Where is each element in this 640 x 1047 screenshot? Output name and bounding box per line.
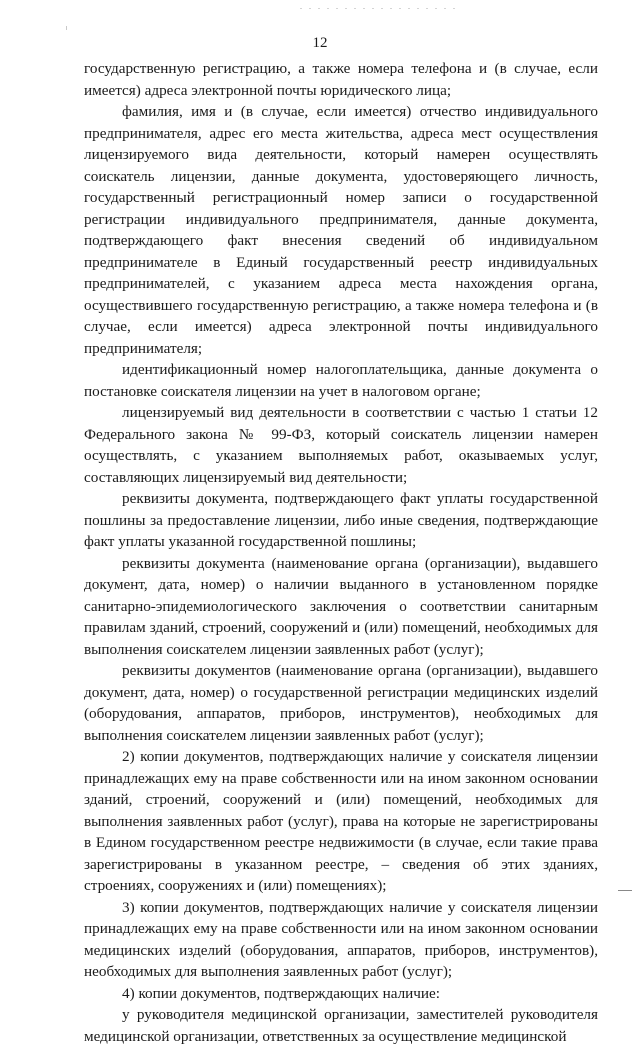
scan-artifact-bottom: [618, 890, 632, 891]
paragraph-sanitary-conclusion: реквизиты документа (наименование органа (организации), выдавшего документ, дата, номер) о наличии выданного в установленном порядке санитарно-эпидемиологического заключения о соответствии санитарным правилам зданий, строений, сооружений и (или) помещений, необходимых для выполнения соискателем лицензии заявленных работ (услуг);: [84, 554, 598, 658]
page-number: 12: [312, 35, 328, 51]
paragraph-item-3: 3) копии документов, подтверждающих наличие у соискателя лицензии принадлежащих ему на праве собственности или на ином законном основании медицинских изделий (оборудования, аппаратов, приборов, инструментов), необходимых для выполнения заявленных работ (услуг);: [84, 898, 598, 980]
paragraph-device-registration: реквизиты документов (наименование органа (организации), выдавшего документ, дата, номер) о государственной регистрации медицинских изделий (оборудования, аппаратов, приборов, инструментов), необходимых для выполнения соискателем лицензии заявленных работ (услуг);: [84, 662, 598, 744]
document-body: [84, 58, 598, 1047]
paragraph-entrepreneur-details: фамилия, имя и (в случае, если имеется) отчество индивидуального предпринимателя, адрес его места жительства, адреса мест осуществления лицензируемого вида деятельности, который намерен осуществлять соискатель лицензии, данные документа, удостоверяющего личность, государственный регистрационный номер записи о государственной регистрации индивидуального предпринимателя, данные документа, подтверждающего факт внесения сведений об индивидуальном предпринимателе в Единый государственный реестр индивидуальных предпринимателей, с указанием адреса места нахождения органа, осуществившего государственную регистрацию, а также номера телефона и (в случае, если имеется) адреса электронной почты индивидуального предпринимателя;: [84, 103, 598, 357]
paragraph-taxpayer-id: идентификационный номер налогоплательщика, данные документа о постановке соискателя лицензии на учет в налоговом органе;: [84, 361, 598, 400]
paragraph-item-2: 2) копии документов, подтверждающих наличие у соискателя лицензии принадлежащих ему на праве собственности или на ином законном основании зданий, строений, сооружений и (или) помещений, необходимых для выполнения заявленных работ (услуг), права на которые не зарегистрированы в Едином государственном реестре недвижимости (в случае, если такие права зарегистрированы в указанном реестре, – сведения об этих зданиях, строениях, сооружениях и (или) помещениях);: [84, 748, 598, 894]
paragraph-licensed-activity: лицензируемый вид деятельности в соответствии с частью 1 статьи 12 Федерального закона № 99-ФЗ, который соискатель лицензии намерен осуществлять, с указанием выполняемых работ, оказываемых услуг, составляющих лицензируемый вид деятельности;: [84, 404, 598, 486]
paragraph-state-fee: реквизиты документа, подтверждающего факт уплаты государственной пошлины за предоставление лицензии, либо иные сведения, подтверждающие факт уплаты указанной государственной пошлины;: [84, 490, 598, 550]
paragraph-management: у руководителя медицинской организации, заместителей руководителя медицинской организации, ответственных за осуществление медицинской: [84, 1006, 598, 1045]
paragraph-item-4: 4) копии документов, подтверждающих наличие:: [122, 984, 441, 1002]
scan-artifact-top: [300, 8, 460, 9]
scan-artifact-left: [66, 26, 67, 30]
paragraph-continuation: государственную регистрацию, а также номера телефона и (в случае, если имеется) адреса электронной почты юридического лица;: [84, 60, 598, 99]
